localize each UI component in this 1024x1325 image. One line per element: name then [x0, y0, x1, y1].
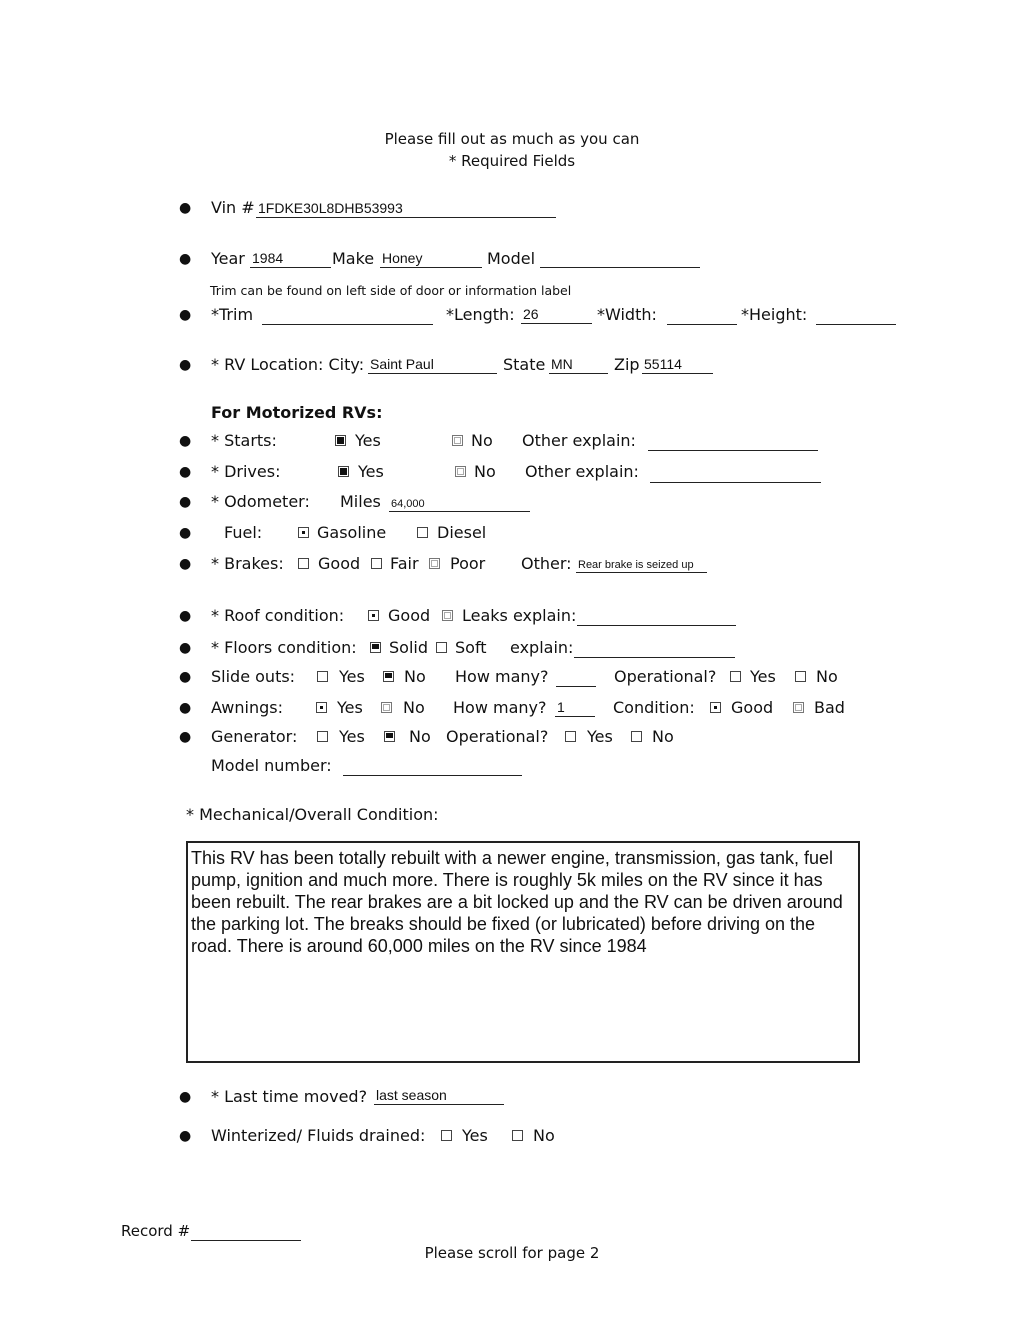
height-label: *Height: [741, 305, 808, 324]
brakes-good-label: Good [318, 554, 361, 573]
trim-field[interactable] [262, 306, 433, 325]
floors-solid-checkbox[interactable] [370, 642, 381, 653]
starts-yes-checkbox[interactable] [335, 435, 346, 446]
floors-explain-label: explain: [510, 638, 574, 657]
slideouts-no-label: No [404, 667, 426, 686]
drives-other-field[interactable] [650, 464, 821, 483]
width-label: *Width: [597, 305, 657, 324]
bullet: ● [179, 640, 192, 656]
model-field[interactable] [540, 249, 700, 268]
slideouts-operational-label: Operational? [614, 667, 717, 686]
bullet: ● [179, 556, 192, 572]
generator-no-checkbox[interactable] [384, 731, 395, 742]
slideouts-yes-label: Yes [339, 667, 365, 686]
drives-label: * Drives: [211, 462, 281, 481]
bullet: ● [179, 525, 192, 541]
roof-leaks-checkbox[interactable] [442, 610, 453, 621]
roof-explain-field[interactable] [577, 607, 736, 626]
floors-soft-checkbox[interactable] [436, 642, 447, 653]
bullet: ● [179, 494, 192, 510]
height-field[interactable] [816, 306, 896, 325]
slideouts-yes-checkbox[interactable] [317, 671, 328, 682]
gasoline-label: Gasoline [317, 523, 387, 542]
slideouts-count-field[interactable] [556, 668, 596, 687]
slideouts-no-checkbox[interactable] [383, 671, 394, 682]
generator-label: Generator: [211, 727, 298, 746]
generator-op-yes-checkbox[interactable] [565, 731, 576, 742]
length-label: *Length: [446, 305, 515, 324]
header-line-2: * Required Fields [448, 152, 576, 170]
record-field[interactable] [191, 1222, 301, 1241]
fuel-label: Fuel: [224, 523, 263, 542]
drives-no-checkbox[interactable] [455, 466, 466, 477]
slideouts-op-yes-checkbox[interactable] [730, 671, 741, 682]
footer-note: Please scroll for page 2 [424, 1244, 600, 1262]
model-label: Model [487, 249, 536, 268]
drives-yes-checkbox[interactable] [338, 466, 349, 477]
header-line-1: Please fill out as much as you can [384, 130, 640, 148]
length-field[interactable]: 26 [521, 305, 592, 324]
brakes-label: * Brakes: [211, 554, 284, 573]
bullet: ● [179, 1128, 192, 1144]
city-label: * RV Location: City: [211, 355, 365, 374]
make-field[interactable]: Honey [380, 249, 482, 268]
starts-no-checkbox[interactable] [452, 435, 463, 446]
mechanical-label: * Mechanical/Overall Condition: [186, 805, 439, 824]
floors-solid-label: Solid [389, 638, 428, 657]
mechanical-condition-textarea[interactable]: This RV has been totally rebuilt with a newer engine, transmission, gas tank, fuel pump, ignition and much more. There is roughly 5k miles on the RV since it has been rebuilt. The rear brakes are a bit locked up and the RV can be driven around the parking lot. The breaks should be fixed (or lubricated) before driving on the road. There is around 60,000 miles on the RV since 1984 [186, 841, 860, 1063]
awnings-yes-checkbox[interactable] [316, 702, 327, 713]
bullet: ● [179, 700, 192, 716]
trim-label: *Trim [211, 305, 254, 324]
vin-field[interactable]: 1FDKE30L8DHB53993 [256, 199, 556, 218]
drives-other-label: Other explain: [525, 462, 639, 481]
awnings-howmany-label: How many? [453, 698, 547, 717]
awnings-no-label: No [403, 698, 425, 717]
diesel-checkbox[interactable] [417, 527, 428, 538]
trim-note: Trim can be found on left side of door or information label [210, 283, 572, 298]
starts-other-label: Other explain: [522, 431, 636, 450]
slideouts-howmany-label: How many? [455, 667, 549, 686]
bullet: ● [179, 1089, 192, 1105]
bullet: ● [179, 608, 192, 624]
state-field[interactable]: MN [549, 355, 608, 374]
bullet: ● [179, 200, 192, 216]
motorized-heading: For Motorized RVs: [211, 403, 383, 422]
generator-operational-label: Operational? [446, 727, 549, 746]
zip-field[interactable]: 55114 [642, 355, 713, 374]
odometer-label: * Odometer: [211, 492, 310, 511]
brakes-other-label: Other: [521, 554, 572, 573]
brakes-fair-checkbox[interactable] [371, 558, 382, 569]
brakes-poor-label: Poor [450, 554, 486, 573]
state-label: State [503, 355, 546, 374]
awnings-good-label: Good [731, 698, 774, 717]
year-label: Year [211, 249, 245, 268]
starts-other-field[interactable] [648, 432, 818, 451]
awnings-no-checkbox[interactable] [381, 702, 392, 713]
bullet: ● [179, 464, 192, 480]
awnings-yes-label: Yes [337, 698, 363, 717]
last-moved-label: * Last time moved? [211, 1087, 368, 1106]
brakes-fair-label: Fair [390, 554, 419, 573]
drives-no-label: No [474, 462, 496, 481]
roof-label: * Roof condition: [211, 606, 345, 625]
floors-soft-label: Soft [455, 638, 487, 657]
awnings-count-field[interactable]: 1 [555, 698, 595, 717]
floors-explain-field[interactable] [574, 639, 735, 658]
gasoline-checkbox[interactable] [298, 527, 309, 538]
diesel-label: Diesel [437, 523, 487, 542]
awnings-good-checkbox[interactable] [710, 702, 721, 713]
winterized-yes-checkbox[interactable] [441, 1130, 452, 1141]
brakes-good-checkbox[interactable] [298, 558, 309, 569]
winterized-no-checkbox[interactable] [512, 1130, 523, 1141]
bullet: ● [179, 729, 192, 745]
starts-no-label: No [471, 431, 493, 450]
slideouts-op-yes-label: Yes [750, 667, 776, 686]
bullet: ● [179, 433, 192, 449]
vin-label: Vin # [211, 198, 255, 217]
zip-label: Zip [614, 355, 640, 374]
generator-model-label: Model number: [211, 756, 332, 775]
awnings-condition-label: Condition: [613, 698, 695, 717]
winterized-label: Winterized/ Fluids drained: [211, 1126, 426, 1145]
city-field[interactable]: Saint Paul [368, 355, 497, 374]
slideouts-label: Slide outs: [211, 667, 296, 686]
generator-op-yes-label: Yes [587, 727, 613, 746]
roof-leaks-label: Leaks explain: [462, 606, 577, 625]
generator-op-no-checkbox[interactable] [631, 731, 642, 742]
roof-good-label: Good [388, 606, 431, 625]
miles-label: Miles [340, 492, 381, 511]
awnings-bad-checkbox[interactable] [793, 702, 804, 713]
awnings-bad-label: Bad [814, 698, 845, 717]
awnings-label: Awnings: [211, 698, 283, 717]
brakes-other-field[interactable]: Rear brake is seized up [576, 554, 707, 573]
drives-yes-label: Yes [358, 462, 384, 481]
year-field[interactable]: 1984 [250, 249, 331, 268]
generator-model-field[interactable] [343, 757, 522, 776]
slideouts-op-no-checkbox[interactable] [795, 671, 806, 682]
miles-field[interactable]: 64,000 [389, 493, 530, 512]
last-moved-field[interactable]: last season [374, 1086, 504, 1105]
brakes-poor-checkbox[interactable] [429, 558, 440, 569]
bullet: ● [179, 669, 192, 685]
generator-yes-label: Yes [339, 727, 365, 746]
slideouts-op-no-label: No [816, 667, 838, 686]
starts-label: * Starts: [211, 431, 277, 450]
generator-yes-checkbox[interactable] [317, 731, 328, 742]
bullet: ● [179, 357, 192, 373]
winterized-no-label: No [533, 1126, 555, 1145]
generator-no-label: No [409, 727, 431, 746]
record-label: Record # [121, 1222, 191, 1240]
floors-label: * Floors condition: [211, 638, 357, 657]
bullet: ● [179, 251, 192, 267]
bullet: ● [179, 307, 192, 323]
winterized-yes-label: Yes [462, 1126, 488, 1145]
generator-op-no-label: No [652, 727, 674, 746]
width-field[interactable] [667, 306, 737, 325]
starts-yes-label: Yes [355, 431, 381, 450]
roof-good-checkbox[interactable] [368, 610, 379, 621]
make-label: Make [332, 249, 375, 268]
